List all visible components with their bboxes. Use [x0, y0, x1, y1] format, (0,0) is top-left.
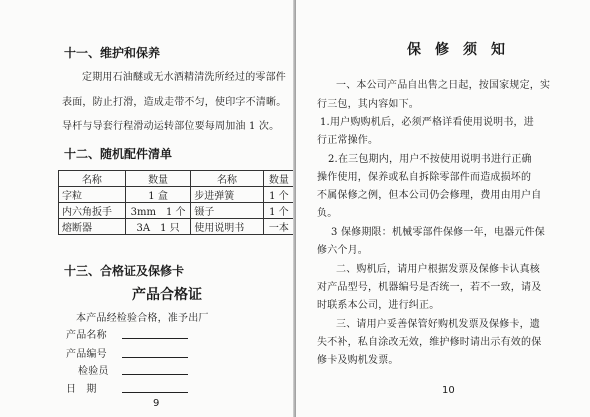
table-row [59, 203, 295, 219]
field-label-product-number: 产品编号 [66, 349, 107, 360]
warranty-line: 一、本公司产品自出售之日起，按国家规定，实 [336, 80, 551, 91]
table-cell: 1 个 [263, 203, 294, 219]
field-line-date[interactable] [122, 392, 188, 393]
field-label-inspector: 检验员 [78, 366, 109, 377]
page-number: 9 [153, 398, 160, 409]
maintenance-line-2: 表面，防止打滑，造成走带不匀，使印字不清晰。 [62, 97, 287, 108]
table-cell: 3mm 1 个 [125, 203, 190, 219]
maintenance-line-3: 导杆与导套行程滑动运转部位要每周加油 1 次。 [62, 121, 280, 132]
table-cell: 3A 1 只 [125, 219, 190, 235]
warranty-line: 时联系本公司，进行纠正。 [317, 300, 440, 311]
warranty-line: 3 保修期限：机械零部件保修一年，电器元件保 [331, 227, 545, 238]
section-12-title: 十二、随机配件清单 [64, 147, 173, 161]
maintenance-line-1: 定期用石油醚或无水酒精清洗所经过的零部件 [82, 72, 286, 83]
warranty-line: 操作使用，保养或私自拆除零部件而造成损坏的 [317, 172, 532, 183]
warranty-line: 三、请用户妥善保管好购机发票及保修卡，遗 [336, 319, 540, 330]
table-cell: 步进弹簧 [191, 187, 263, 203]
table-cell: 1 盒 [125, 187, 190, 203]
table-header-row [59, 171, 295, 187]
right-page [296, 0, 590, 417]
warranty-line: 行正常操作。 [317, 135, 379, 146]
warranty-line: 失不补，私自涂改无效，维护修时请出示有效的保 [317, 337, 542, 348]
table-row [59, 187, 295, 203]
field-label-product-name: 产品名称 [66, 330, 107, 341]
table-cell: 熔断器 [59, 219, 126, 235]
field-line-product-number[interactable] [122, 357, 188, 358]
warranty-line: 1.用户购购机后，必须严格详看使用说明书，进 [320, 117, 534, 128]
table-cell: 一本 [263, 219, 294, 235]
table-cell: 字粒 [59, 187, 126, 203]
warranty-title: 保 修 须 知 [407, 42, 505, 58]
table-header: 数量 [125, 171, 190, 187]
field-label-date: 日 期 [66, 384, 97, 395]
table-cell: 镊子 [191, 203, 263, 219]
warranty-line: 修六个月。 [317, 245, 368, 256]
warranty-line: 不属保修之例，但本公司仍会修理，费用由用户自 [317, 190, 542, 201]
field-line-inspector[interactable] [122, 374, 188, 375]
table-cell: 使用说明书 [191, 219, 263, 235]
field-line-product-name[interactable] [122, 338, 188, 339]
accessory-table [58, 170, 295, 235]
table-header: 数量 [263, 171, 294, 187]
table-cell: 1 个 [263, 187, 294, 203]
table-cell: 内六角扳手 [59, 203, 126, 219]
warranty-line: 二、购机后，请用户根据发票及保修卡认真核 [336, 264, 540, 275]
page-number: 10 [442, 385, 455, 396]
warranty-line: 负。 [317, 208, 338, 219]
section-11-title: 十一、维护和保养 [64, 46, 161, 60]
warranty-line: 行三包，其内容如下。 [317, 99, 419, 110]
table-row [59, 219, 295, 235]
table-header: 名称 [59, 171, 126, 187]
section-13-title: 十三、合格证及保修卡 [64, 264, 185, 278]
certificate-statement: 本产品经检验合格，准予出厂 [76, 313, 209, 324]
warranty-line: 对产品型号，机器编号是否统一，若不一致，请及 [317, 282, 542, 293]
certificate-title: 产品合格证 [132, 287, 202, 303]
warranty-line: 2.在三包期内，用户不按使用说明书进行正确 [328, 154, 532, 165]
warranty-line: 修卡及购机发票。 [317, 355, 399, 366]
table-header: 名称 [191, 171, 263, 187]
